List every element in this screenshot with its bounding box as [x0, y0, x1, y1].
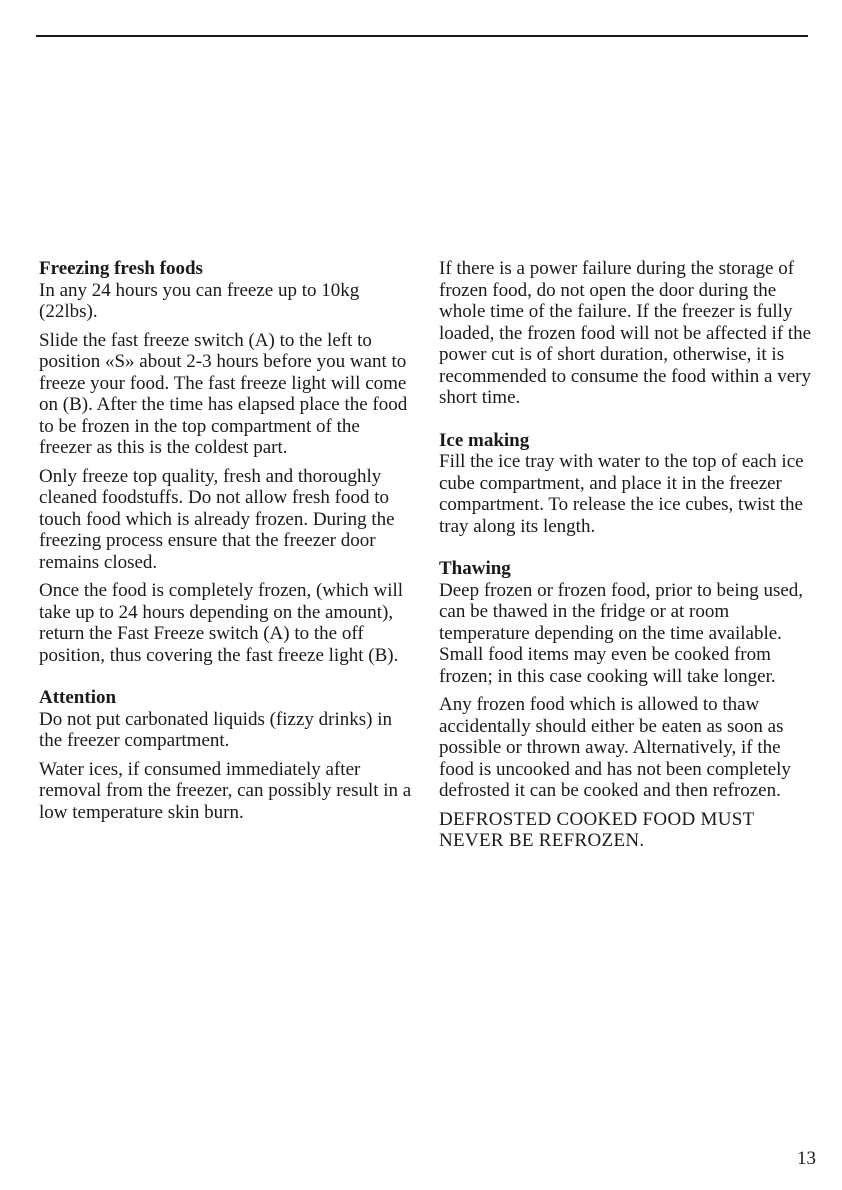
paragraph: In any 24 hours you can freeze up to 10kg (22lbs).: [39, 279, 360, 322]
paragraph: Any frozen food which is allowed to thaw accidentally should either be eaten as soon as possible or thrown away. Alternatively, if the food is uncooked and has not been completely defrosted it can be cooked and then refrozen.: [439, 694, 791, 801]
heading-attention: Attention: [39, 687, 117, 708]
section-attention: [39, 687, 414, 823]
heading-ice-making: Ice making: [439, 429, 530, 451]
paragraph: Water ices, if consumed immediately after removal from the freezer, can possibly result in a low temperature skin burn.: [39, 758, 412, 823]
right-column: [439, 258, 819, 859]
page-number: 13: [797, 1148, 816, 1169]
paragraph: Only freeze top quality, fresh and thoroughly cleaned foodstuffs. Do not allow fresh food to touch food which is already frozen. During the freezing process ensure that the freezer door remains closed.: [39, 465, 395, 573]
paragraph: Deep frozen or frozen food, prior to being used, can be thawed in the fridge or at room temperature depending on the time available. Small food items may even be cooked from frozen; in this case cooking will take longer.: [439, 579, 804, 687]
heading-freezing-fresh-foods: Freezing fresh foods: [39, 258, 203, 279]
paragraph: Slide the fast freeze switch (A) to the left to position «S» about 2-3 hours before you want to freeze your food. The fast freeze light will come on (B). After the time has elapsed place the food to be frozen in the top compartment of the freezer as this is the coldest part.: [39, 329, 408, 458]
left-column: [39, 258, 414, 830]
heading-thawing: Thawing: [439, 558, 511, 579]
section-thawing: [439, 558, 819, 852]
top-rule: [36, 35, 808, 37]
paragraph: Do not put carbonated liquids (fizzy drinks) in the freezer compartment.: [39, 708, 393, 751]
paragraph: Once the food is completely frozen, (which will take up to 24 hours depending on the amount), return the Fast Freeze switch (A) to the off position, thus covering the fast freeze light (B).: [39, 580, 404, 666]
section-ice-making: [439, 430, 819, 538]
paragraph: If there is a power failure during the storage of frozen food, do not open the door during the whole time of the failure. If the freezer is fully loaded, the frozen food will not be affected if the power cut is of short duration, otherwise, it is recommended to consume the food within a very short time.: [439, 258, 812, 408]
section-freezing-fresh-foods: [39, 258, 414, 666]
section-power-failure: [439, 258, 819, 409]
warning-paragraph: DEFROSTED COOKED FOOD MUST NEVER BE REFROZEN.: [439, 808, 755, 851]
paragraph: Fill the ice tray with water to the top of each ice cube compartment, and place it in the freezer compartment. To release the ice cubes, twist the tray along its length.: [439, 451, 804, 537]
